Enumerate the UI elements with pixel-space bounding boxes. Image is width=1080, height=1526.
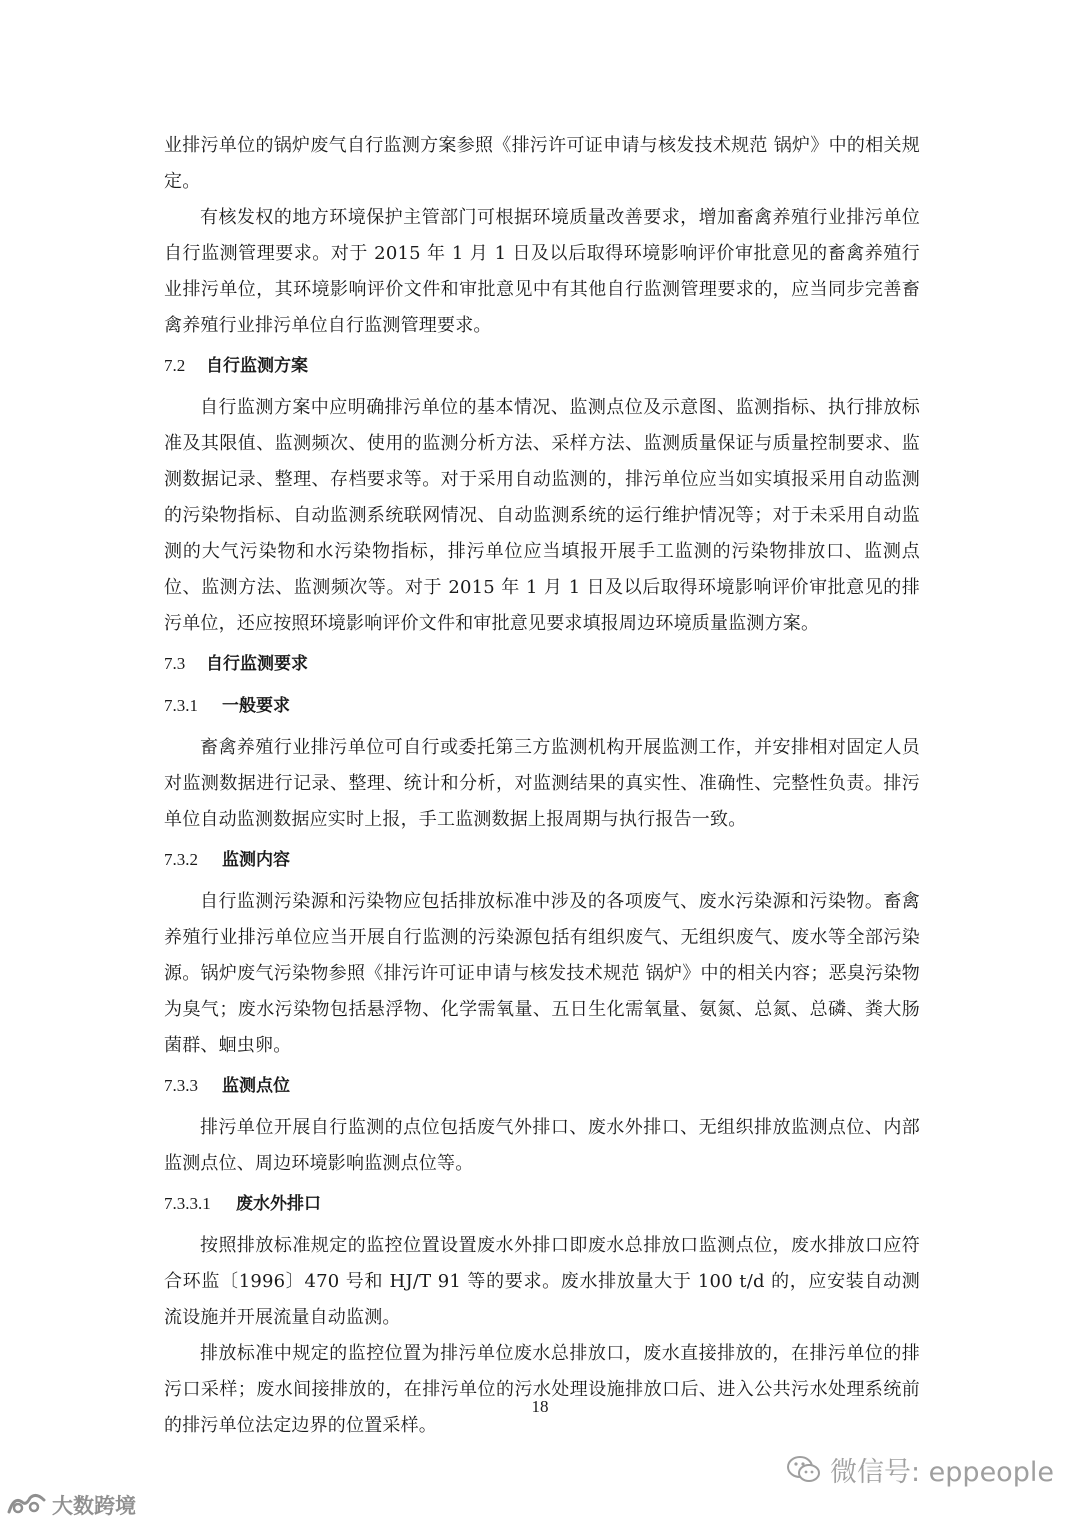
section-title: 监测点位 — [222, 1076, 290, 1096]
section-number: 7.3 — [164, 654, 186, 673]
brand-watermark — [6, 1490, 136, 1520]
section-heading-7-3-3-1 — [164, 1186, 920, 1222]
wechat-icon — [786, 1455, 822, 1485]
paragraph-7-2: 自行监测方案中应明确排污单位的基本情况、监测点位及示意图、监测指标、执行排放标准及其限值、监测频次、使用的监测分析方法、采样方法、监测质量保证与质量控制要求、监测数据记录、整理、存档要求等。对于采用自动监测的，排污单位应当如实填报采用自动监测的污染物指标、自动监测系统联网情况、自动监测系统的运行维护情况等；对于未采用自动监测的大气污染物和水污染物指标，排污单位应当填报开展手工监测的污染物排放口、监测点位、监测方法、监测频次等。对于 2015 年 1 月 1 日及以后取得环境影响评价审批意见的排污单位，还应按照环境影响评价文件和审批意见要求填报周边环境质量监测方案。 — [164, 397, 920, 634]
paragraph-7-3-3: 排污单位开展自行监测的点位包括废气外排口、废水外排口、无组织排放监测点位、内部监测点位、周边环境影响监测点位等。 — [164, 1117, 920, 1174]
page-number: 18 — [531, 1397, 549, 1416]
paragraph-7-3-3-1-b: 排放标准中规定的监控位置为排污单位废水总排放口，废水直接排放的，在排污单位的排污口采样；废水间接排放的，在排污单位的污水处理设施排放口后、进入公共污水处理系统前的排污单位法定边界的位置采样。 — [164, 1343, 920, 1436]
section-title: 监测内容 — [222, 850, 290, 870]
section-number: 7.2 — [164, 356, 186, 375]
paragraph-7-3-3-1-a: 按照排放标准规定的监控位置设置废水外排口即废水总排放口监测点位，废水排放口应符合环监〔1996〕470 号和 HJ/T 91 等的要求。废水排放量大于 100 t/d 的，应安装自动测流设施并开展流量自动监测。 — [164, 1235, 920, 1328]
paragraph-7-3-1: 畜禽养殖行业排污单位可自行或委托第三方监测机构开展监测工作，并安排相对固定人员对监测数据进行记录、整理、统计和分析，对监测结果的真实性、准确性、完整性负责。排污单位自动监测数据应实时上报，手工监测数据上报周期与执行报告一致。 — [164, 737, 920, 830]
section-number: 7.3.1 — [164, 696, 198, 715]
wechat-watermark — [786, 1450, 1054, 1489]
section-number: 7.3.2 — [164, 850, 198, 869]
section-heading-7-3 — [164, 646, 920, 682]
section-title: 废水外排口 — [236, 1194, 321, 1214]
brand-text: 大数跨境 — [52, 1494, 136, 1518]
paragraph-intro-continuation: 业排污单位的锅炉废气自行监测方案参照《排污许可证申请与核发技术规范 锅炉》中的相关规定。 — [164, 135, 920, 192]
section-heading-7-2 — [164, 348, 920, 384]
brand-logo-icon — [6, 1492, 48, 1518]
section-title: 自行监测要求 — [206, 654, 308, 674]
section-number: 7.3.3.1 — [164, 1194, 211, 1213]
section-title: 自行监测方案 — [206, 356, 308, 376]
wechat-id-text: 微信号: eppeople — [830, 1457, 1054, 1488]
section-heading-7-3-3 — [164, 1068, 920, 1104]
paragraph-authority: 有核发权的地方环境保护主管部门可根据环境质量改善要求，增加畜禽养殖行业排污单位自行监测管理要求。对于 2015 年 1 月 1 日及以后取得环境影响评价审批意见的畜禽养殖行业排污单位，其环境影响评价文件和审批意见中有其他自行监测管理要求的，应当同步完善畜禽养殖行业排污单位自行监测管理要求。 — [164, 207, 920, 336]
section-number: 7.3.3 — [164, 1076, 198, 1095]
section-title: 一般要求 — [222, 696, 290, 716]
section-heading-7-3-1 — [164, 688, 920, 724]
paragraph-7-3-2: 自行监测污染源和污染物应包括排放标准中涉及的各项废气、废水污染源和污染物。畜禽养殖行业排污单位应当开展自行监测的污染源包括有组织废气、无组织废气、废水等全部污染源。锅炉废气污染物参照《排污许可证申请与核发技术规范 锅炉》中的相关内容；恶臭污染物为臭气；废水污染物包括悬浮物、化学需氧量、五日生化需氧量、氨氮、总氮、总磷、粪大肠菌群、蛔虫卵。 — [164, 891, 920, 1056]
page-content — [164, 128, 920, 1444]
section-heading-7-3-2 — [164, 842, 920, 878]
